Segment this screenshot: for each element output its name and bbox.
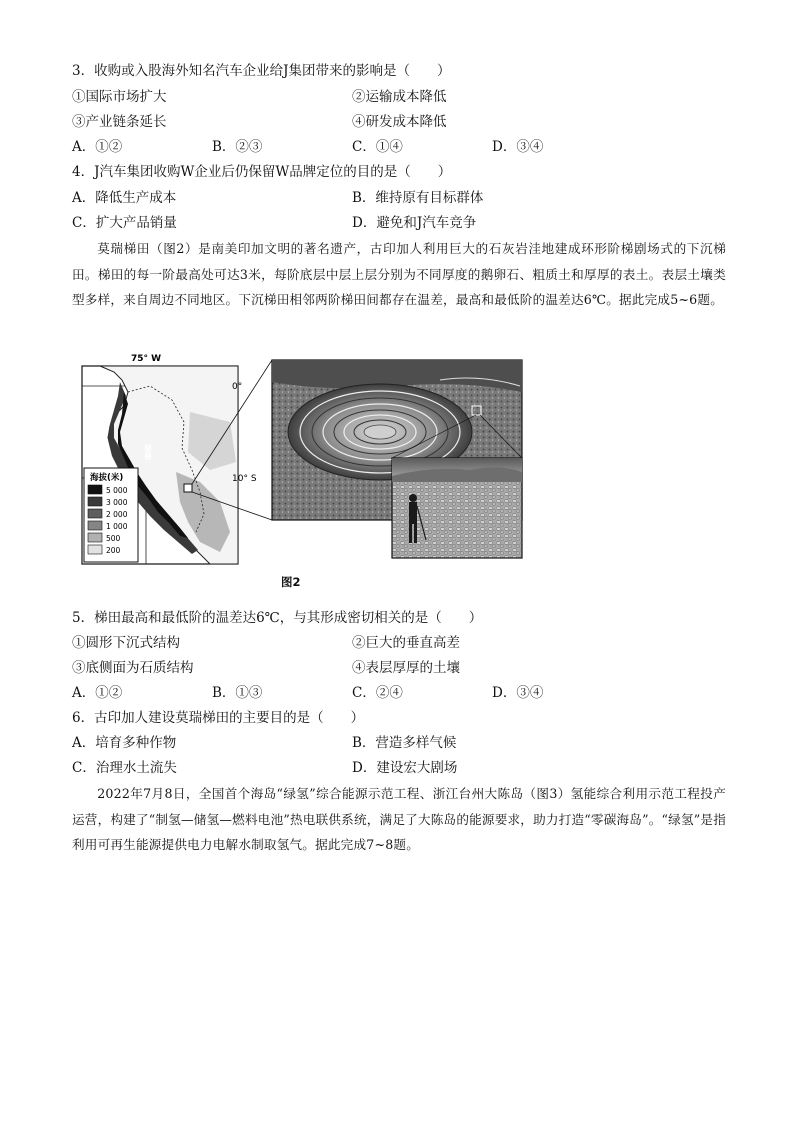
latitude-10s-label: 10° S [232, 474, 257, 484]
q5-choice-a[interactable]: A．①② [72, 685, 123, 701]
q5-statement-3: ③底侧面为石质结构 [72, 660, 194, 676]
question-5-stem: 5．梯田最高和最低阶的温差达6℃，与其形成密切相关的是（ ） [72, 610, 483, 626]
q5-statement-2: ②巨大的垂直高差 [352, 635, 460, 651]
q4-choice-b[interactable]: B．维持原有目标群体 [352, 190, 484, 206]
q4-choice-c[interactable]: C．扩大产品销量 [72, 215, 177, 231]
legend-label: 200 [106, 546, 121, 555]
legend-label: 5 000 [106, 486, 128, 495]
question-4-stem: 4．J汽车集团收购W企业后仍保留W品牌定位的目的是（ ） [72, 164, 452, 180]
q4-choice-a[interactable]: A．降低生产成本 [72, 190, 177, 206]
legend-label: 1 000 [106, 522, 128, 531]
equator-label: 0° [232, 382, 243, 392]
q3-statement-4: ④研发成本降低 [352, 114, 447, 130]
q3-statement-2: ②运输成本降低 [352, 89, 447, 105]
legend-label: 3 000 [106, 498, 128, 507]
q6-choice-a[interactable]: A．培育多种作物 [72, 735, 177, 751]
figure-caption: 图2 [281, 575, 301, 589]
q6-choice-c[interactable]: C．治理水土流失 [72, 760, 177, 776]
q6-choice-b[interactable]: B．营造多样气候 [352, 735, 457, 751]
q5-statement-1: ①圆形下沉式结构 [72, 635, 180, 651]
q3-choice-d[interactable]: D．③④ [492, 139, 544, 155]
moray-site-marker [184, 484, 192, 492]
q3-choice-b[interactable]: B．②③ [212, 139, 263, 155]
peru-map [82, 354, 257, 564]
longitude-label: 75° W [130, 354, 162, 364]
elevation-legend [84, 468, 138, 562]
figure-2 [80, 352, 530, 572]
q3-choice-c[interactable]: C．①④ [352, 139, 403, 155]
q5-choice-c[interactable]: C．②④ [352, 685, 403, 701]
country-label: 秘鲁 [143, 444, 153, 460]
q3-choice-a[interactable]: A．①② [72, 139, 123, 155]
q5-statement-4: ④表层厚厚的土壤 [352, 660, 460, 676]
passage-moray-terraces: 莫瑞梯田（图2）是南美印加文明的著名遗产，古印加人利用巨大的石灰岩洼地建成环形阶梯剧场式的下沉梯田。梯田的每一阶最高处可达3米，每阶底层中层上层分别为不同厚度的鹅卵石、粗质土和厚厚的表土。表层土壤类型多样，来自周边不同地区。下沉梯田相邻两阶梯田间都存在温差，最高和最低阶的温差达6℃。据此完成5~6题。 [72, 241, 726, 307]
legend-swatch [88, 509, 102, 518]
legend-title: 海拔(米) [90, 473, 124, 483]
passage-dachen-island-hydrogen: 2022年7月8日，全国首个海岛“绿氢”综合能源示范工程、浙江台州大陈岛（图3）氢能综合利用示范工程投产运营，构建了“制氢—储氢—燃料电池”热电联供系统，满足了大陈岛的能源要求，助力打造“零碳海岛”。“绿氢”是指利用可再生能源提供电力电解水制取氢气。据此完成7~8题。 [72, 786, 726, 852]
legend-swatch [88, 521, 102, 530]
q3-statement-3: ③产业链条延长 [72, 114, 167, 130]
q3-statement-1: ①国际市场扩大 [72, 89, 167, 105]
question-6-stem: 6．古印加人建设莫瑞梯田的主要目的是（ ） [72, 710, 365, 726]
legend-label: 2 000 [106, 510, 128, 519]
question-3-stem: 3．收购或入股海外知名汽车企业给J集团带来的影响是（ ） [72, 63, 451, 79]
legend-swatch [88, 485, 102, 494]
q6-choice-d[interactable]: D．建设宏大剧场 [352, 760, 458, 776]
q4-choice-d[interactable]: D．避免和J汽车竞争 [352, 215, 477, 231]
legend-swatch [88, 533, 102, 542]
q5-choice-b[interactable]: B．①③ [212, 685, 263, 701]
legend-label: 500 [106, 534, 121, 543]
q5-choice-d[interactable]: D．③④ [492, 685, 544, 701]
legend-swatch [88, 497, 102, 506]
legend-swatch [88, 545, 102, 554]
